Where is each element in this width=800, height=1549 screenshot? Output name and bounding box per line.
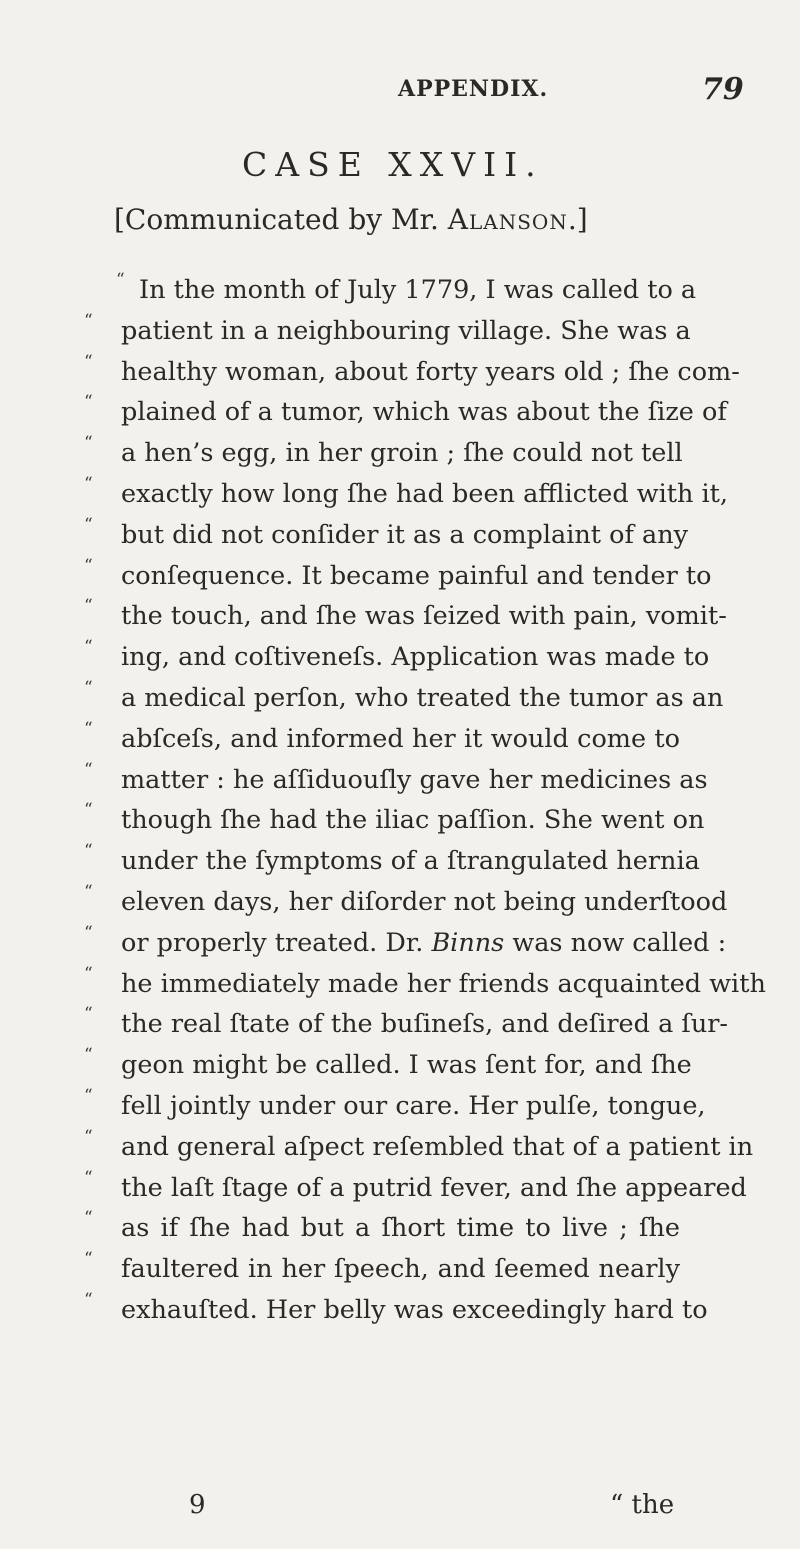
text-line [0,1045,800,1085]
quote-mark: “ [84,718,93,739]
case-heading: CASE XXVII. [242,145,544,184]
quote-mark: “ [84,922,93,943]
communicated-by-line [114,203,588,236]
line-text: ing, and coſtiveneſs. Application was made to [121,642,710,673]
line-text: conſequence. It became painful and tender to [121,560,712,591]
text-line [0,352,800,392]
line-text: patient in a neighbouring village. She was a [121,315,691,346]
running-head-title: APPENDIX. [398,76,549,102]
text-line [0,1004,800,1044]
signature-mark: 9 [189,1490,206,1520]
line-text: fell jointly under our care. Her pulſe, tongue, [121,1091,706,1121]
quote-mark: “ [84,637,93,658]
text-line [0,270,800,310]
quote-mark: “ [116,270,125,290]
communicated-prefix: [Communicated by Mr. [114,203,448,236]
quote-mark: “ [84,1004,93,1025]
page-number: 79 [702,72,744,107]
quote-mark: “ [84,1290,93,1310]
quote-mark: “ [84,759,93,780]
quote-mark: “ [84,1167,93,1188]
text-line [0,923,800,963]
line-text: exactly how long ſhe had been afflicted with it, [121,479,729,509]
text-line [0,964,800,1004]
line-text: or properly treated. Dr. Binns was now called : [121,927,727,958]
line-text: matter : he aſſiduouſly gave her medicines as [121,764,708,795]
text-line [0,1127,800,1167]
quote-mark: “ [84,882,93,902]
text-line [0,678,800,718]
quote-mark: “ [84,1208,93,1229]
text-line [0,1168,800,1208]
text-line [0,841,800,881]
text-line [0,474,800,514]
quote-mark: “ [84,596,93,617]
text-line [0,1249,800,1289]
line-text: abſceſs, and informed her it would come to [121,723,680,754]
line-text: plained of a tumor, which was about the ſize of [121,397,727,428]
text-line [0,433,800,473]
quote-mark: “ [84,392,93,413]
quote-mark: “ [84,555,93,576]
text-line [0,392,800,432]
quote-mark: “ [84,1249,93,1270]
quote-mark: “ [84,963,93,984]
line-text: geon might be called. I was ſent for, and ſhe [121,1050,692,1081]
line-text: In the month of July 1779, I was called to a [139,275,697,305]
line-text: the real ſtate of the buſineſs, and deſired a ſur- [121,1009,729,1040]
text-line [0,637,800,677]
quote-mark: “ [84,310,93,331]
proper-name: Binns [431,927,505,958]
text-line [0,1086,800,1126]
quote-mark: “ [84,1126,93,1147]
line-text: and general aſpect reſembled that of a patient in [121,1131,754,1162]
line-text: though ſhe had the iliac paſſion. She went on [121,805,705,836]
text-line [0,800,800,840]
line-text: exhauſted. Her belly was exceedingly hard to [121,1295,708,1325]
quote-mark: “ [84,800,93,821]
catchword: “ the [610,1490,675,1520]
communicator-name: Alanson [447,203,568,236]
quote-mark: “ [84,433,93,454]
line-text: a hen’s egg, in her groin ; ſhe could not tell [121,438,683,469]
line-text: eleven days, her diſorder not being underſtood [121,887,728,917]
text-line [0,556,800,596]
quote-mark: “ [84,841,93,862]
text-line [0,1208,800,1248]
line-text: healthy woman, about forty years old ; ſhe com- [121,356,740,387]
quote-mark: “ [84,1086,93,1106]
line-text: faultered in her ſpeech, and ſeemed nearly [121,1254,680,1285]
line-text: under the ſymptoms of a ſtrangulated hernia [121,846,700,877]
text-line [0,719,800,759]
line-text: he immediately made her friends acquainted with [121,968,766,999]
text-line [0,760,800,800]
line-text: but did not conſider it as a complaint of any [121,519,689,550]
quote-mark: “ [84,678,93,698]
line-text: the laſt ſtage of a putrid fever, and ſhe appeared [121,1172,747,1203]
line-text: the touch, and ſhe was ſeized with pain, vomit- [121,601,727,632]
line-text: as if ſhe had but a ſhort time to live ; ſhe [121,1213,680,1244]
text-line [0,596,800,636]
text-line [0,311,800,351]
text-line [0,882,800,922]
quote-mark: “ [84,474,93,494]
line-text: a medical perſon, who treated the tumor as an [121,683,724,713]
quote-mark: “ [84,351,93,372]
communicated-suffix: .] [567,203,588,236]
text-line [0,1290,800,1330]
text-line [0,515,800,555]
quote-mark: “ [84,1045,93,1066]
quote-mark: “ [84,514,93,535]
